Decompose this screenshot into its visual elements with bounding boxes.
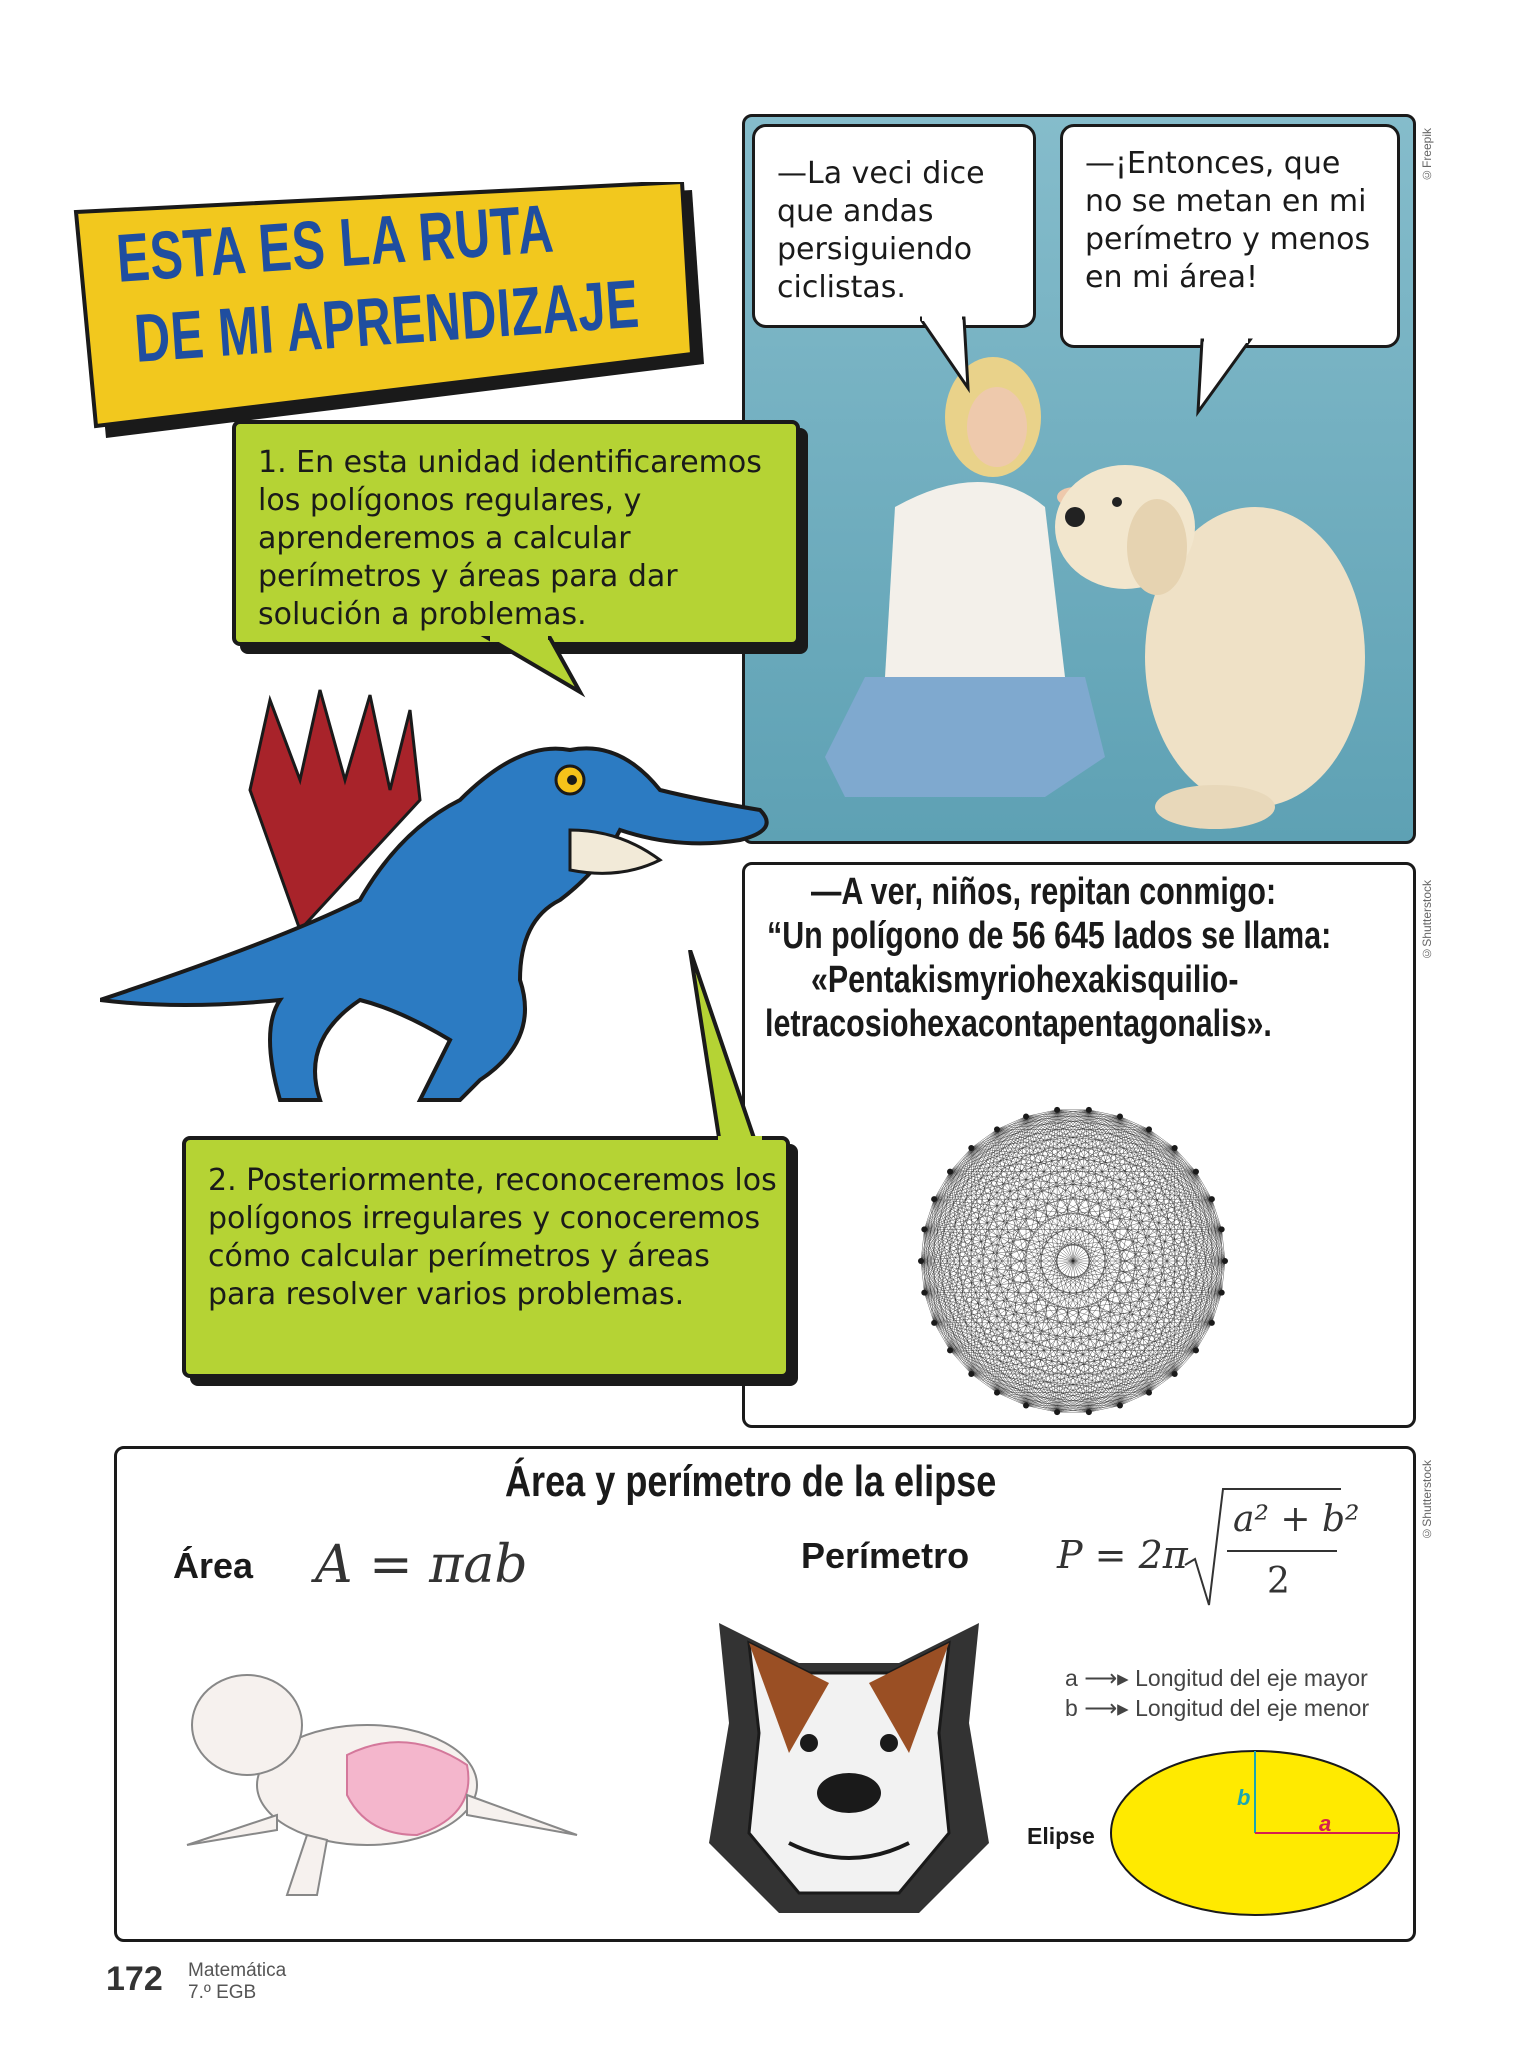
- polygon-vertex: [1222, 1258, 1228, 1264]
- polygon-vertex: [931, 1196, 937, 1202]
- polygon-vertex: [1193, 1169, 1199, 1175]
- polygon-chord: [950, 1229, 1222, 1350]
- polygon-vertex: [1086, 1107, 1092, 1113]
- polygon-chord: [971, 1148, 1221, 1229]
- polygon-vertex: [1219, 1226, 1225, 1232]
- polygon-vertex: [1193, 1347, 1199, 1353]
- polygon-vertex: [968, 1371, 974, 1377]
- bulldog-nose: [817, 1773, 881, 1813]
- woman-jeans: [825, 677, 1105, 797]
- legend-row-a: [1065, 1665, 1368, 1692]
- polygon-quote-line1: —A ver, niños, repitan conmigo:: [811, 871, 1277, 913]
- legend-b-letter: b: [1065, 1695, 1078, 1721]
- polygon-chord: [950, 1129, 1149, 1171]
- polygon-vertex: [947, 1347, 953, 1353]
- polygon-chord: [934, 1323, 1057, 1412]
- page-title-line2: DE MI APRENDIZAJE: [132, 265, 642, 377]
- polygon-chord: [997, 1129, 1196, 1171]
- polygon-chord: [997, 1293, 1222, 1393]
- ellipse-panel: [114, 1446, 1416, 1942]
- polygon-chord: [934, 1110, 1089, 1199]
- legend-row-b: [1065, 1695, 1369, 1722]
- learning-step-1-box: [232, 420, 800, 646]
- polygon-vertex: [1054, 1107, 1060, 1113]
- polygon-chord: [921, 1172, 950, 1261]
- ellipse-heading: Área y perímetro de la elipse: [505, 1457, 997, 1506]
- learning-step-2-box: [182, 1136, 790, 1378]
- polygon-chord: [1175, 1148, 1222, 1229]
- polygon-chord: [1120, 1116, 1212, 1199]
- polygon-chord: [1175, 1293, 1222, 1374]
- polygon-chord: [921, 1199, 1212, 1261]
- perimeter-numerator: a² + b²: [1233, 1499, 1360, 1540]
- polygon-chord: [924, 1148, 1174, 1229]
- polygon-chord: [1149, 1199, 1212, 1392]
- bulldog-head: [192, 1675, 302, 1775]
- polygon-chord: [1089, 1323, 1212, 1412]
- dinosaur-illustration: [100, 680, 780, 1120]
- axis-b-label: b: [1237, 1785, 1251, 1810]
- learning-step-2-text: 2. Posteriormente, reconoceremos los polígonos irregulares y conoceremos cómo calcular perímetros y áreas para resolver varios problemas.: [208, 1163, 777, 1312]
- polygon-vertex: [921, 1226, 927, 1232]
- legend-a-text: Longitud del eje mayor: [1135, 1665, 1368, 1691]
- area-formula: A = πab: [315, 1535, 528, 1595]
- credit-freepik: ©Freepik: [1420, 128, 1434, 183]
- polygon-vertex: [1146, 1390, 1152, 1396]
- polygon-chord: [921, 1261, 950, 1350]
- polygon-chord: [934, 1116, 1026, 1199]
- polygon-chord: [1196, 1172, 1225, 1261]
- polygon-vertex: [994, 1126, 1000, 1132]
- polygon-vertex: [994, 1390, 1000, 1396]
- polygon-chord: [924, 1148, 1174, 1293]
- polygon-chord: [921, 1148, 971, 1261]
- dog-nose: [1065, 507, 1085, 527]
- polygon-quote-line4: letracosiohexacontapentagonalis».: [765, 1003, 1272, 1045]
- polygon-vertex: [1209, 1320, 1215, 1326]
- footer-subject: Matemática: [188, 1960, 287, 1981]
- polygon-vertex: [918, 1258, 924, 1264]
- polygon-chord: [924, 1148, 971, 1229]
- dinosaur-body: [100, 748, 767, 1100]
- ellipse-label: Elipse: [1027, 1823, 1095, 1849]
- polygon-chord: [934, 1199, 1222, 1229]
- area-label: Área: [173, 1545, 254, 1586]
- polygon-vertex: [1117, 1113, 1123, 1119]
- ellipse-diagram: [1107, 1745, 1407, 1925]
- footer-grade: 7.º EGB: [188, 1982, 257, 2003]
- polygon-quote-line2: “Un polígono de 56 645 lados se llama:: [767, 915, 1332, 957]
- polygon-vertex: [1172, 1145, 1178, 1151]
- perimeter-denominator: 2: [1267, 1561, 1290, 1602]
- credit-shutterstock-2: ©Shutterstock: [1420, 1460, 1434, 1541]
- polygon-chord: [997, 1116, 1026, 1129]
- polygon-vertex: [1117, 1403, 1123, 1409]
- perimeter-label: Perímetro: [801, 1535, 970, 1576]
- axis-a-label: a: [1319, 1811, 1332, 1836]
- polygon-chord: [1149, 1129, 1212, 1322]
- polygon-chord: [997, 1393, 1026, 1406]
- polygon-chord: [950, 1350, 1149, 1392]
- speech-tail-step2: [680, 950, 770, 1150]
- polygon-chord: [924, 1172, 1196, 1293]
- polygon-vertex: [1054, 1409, 1060, 1415]
- polygon-vertex: [931, 1320, 937, 1326]
- polygon-chord: [924, 1293, 971, 1374]
- polygon-chord: [971, 1229, 1221, 1374]
- polygon-chord: [1196, 1261, 1225, 1350]
- polygon-chord: [924, 1293, 1149, 1393]
- polygon-vertex: [968, 1145, 974, 1151]
- polygon-star-figure: [913, 1101, 1233, 1421]
- polygon-vertex: [1023, 1113, 1029, 1119]
- arrow-right-icon: ⟶▸: [1084, 1665, 1129, 1691]
- polygon-vertex: [1219, 1290, 1225, 1296]
- polygon-chord: [934, 1199, 997, 1392]
- woman-blouse: [885, 482, 1065, 677]
- polygon-chord: [1120, 1116, 1149, 1129]
- polygon-chord: [934, 1110, 1057, 1199]
- speech-entonces-text: —¡Entonces, que no se metan en mi perímetro y menos en mi área!: [1085, 146, 1371, 295]
- polygon-chord: [997, 1350, 1196, 1392]
- learning-step-1-text: 1. En esta unidad identificaremos los polígonos regulares, y aprenderemos a calcular perímetros y áreas para dar solución a problemas.: [258, 445, 762, 632]
- speech-bubble-entonces: [1060, 124, 1400, 348]
- polygon-chord: [1120, 1393, 1149, 1406]
- ballet-bulldog-illustration: [167, 1645, 587, 1905]
- polygon-vertex: [1209, 1196, 1215, 1202]
- speech-veci-text: —La veci dice que andas persiguiendo ciclistas.: [777, 156, 985, 305]
- credit-shutterstock-1: ©Shutterstock: [1420, 880, 1434, 961]
- polygon-vertex: [947, 1169, 953, 1175]
- speech-tail-veci: [920, 316, 980, 396]
- polygon-chord: [971, 1110, 1089, 1374]
- perimeter-formula: [1057, 1485, 1360, 1615]
- polygon-vertex: [1146, 1126, 1152, 1132]
- polygon-vertex: [921, 1290, 927, 1296]
- page-number: 172: [106, 1960, 163, 1998]
- polygon-chord: [997, 1129, 1222, 1229]
- title-plaque: [72, 182, 712, 442]
- speech-tail-entonces: [1190, 338, 1260, 418]
- polygon-chord: [1057, 1110, 1212, 1199]
- polygon-vertex: [1086, 1409, 1092, 1415]
- polygon-chord: [971, 1116, 1120, 1374]
- polygon-quote-line3: «Pentakismyriohexakisquilio-: [811, 959, 1239, 1001]
- polygon-chord: [1089, 1110, 1212, 1199]
- polygon-chord: [934, 1129, 997, 1322]
- tail-joint: [718, 1136, 762, 1144]
- polygon-vertex: [1023, 1403, 1029, 1409]
- polygon-panel: [742, 862, 1416, 1428]
- polygon-chord: [924, 1129, 1149, 1229]
- legend-a-letter: a: [1065, 1665, 1078, 1691]
- arrow-right-icon: ⟶▸: [1084, 1695, 1129, 1721]
- page-title-line1: ESTA ES LA RUTA: [114, 190, 557, 297]
- polygon-vertex: [1172, 1371, 1178, 1377]
- perimeter-prefix: P = 2π: [1057, 1533, 1188, 1577]
- polygon-chord: [924, 1199, 1212, 1229]
- legend-b-text: Longitud del eje menor: [1135, 1695, 1370, 1721]
- bulldog-mascot-illustration: [679, 1583, 1019, 1933]
- speech-bubble-veci: [752, 124, 1036, 328]
